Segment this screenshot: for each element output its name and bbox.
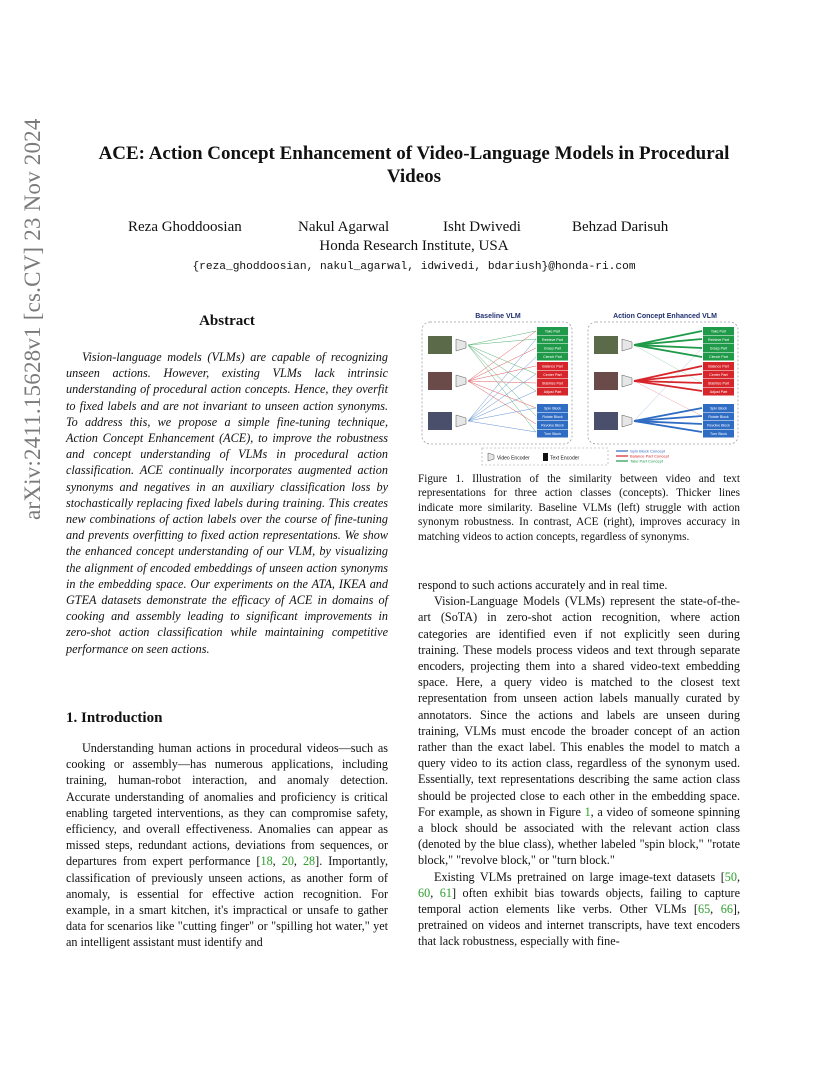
label-text: Spin Block: [710, 406, 727, 411]
video-encoder-icon: [456, 375, 466, 387]
video-encoder-icon: [456, 339, 466, 351]
author-3: Isht Dwivedi: [443, 219, 521, 235]
figure-reference-link[interactable]: 1: [584, 804, 591, 819]
label-text: Turn Block: [543, 432, 562, 436]
label-text: Adjust Part: [543, 390, 562, 394]
label-text: Spin Block: [544, 406, 561, 411]
citation-link[interactable]: 66: [720, 902, 733, 917]
label-text: Revolve Block: [541, 423, 564, 428]
citation-link[interactable]: 60: [418, 885, 431, 900]
label-text: Rotate Block: [542, 415, 563, 419]
label-text: Balance Part: [542, 364, 563, 369]
label-text: Center Part: [543, 373, 562, 377]
author-4: Behzad Darisuh: [572, 219, 669, 235]
legend-balance-concept: Balance Part Concept: [630, 453, 669, 459]
label-text: Turn Block: [709, 432, 728, 436]
paragraph-vlms: [418, 593, 740, 868]
right-similarity-lines: [634, 331, 702, 432]
citation-link[interactable]: 65: [697, 902, 711, 917]
label-text: Clench Part: [709, 355, 728, 359]
label-text: Revolve Block: [707, 423, 730, 428]
label-text: Retrieve Part: [542, 338, 563, 342]
label-text: Take Part: [544, 329, 561, 334]
introduction-body: [66, 740, 388, 951]
existing-text-2: ] often exhibit bias towards objects, failing to capture temporal action elements like verbs. Other VLMs [: [418, 885, 741, 917]
video-encoder-icon: [456, 415, 466, 427]
legend-spin-concept: Spin Block Concept: [630, 448, 665, 454]
figure-1-diagram: [418, 308, 740, 468]
intro-text-1: Understanding human actions in procedural videos—such as cooking or assembly—has numerous applications, including training, human-robot interaction, and anomaly detection. Accurate understanding of anomalies and proficiency is critical enabling targeted interventions, as they can compromise safety, efficiency, and overall effectiveness. Anomalies can appear as missed steps, redundant actions, deviations from sequences, or departures from expert performance [: [66, 741, 388, 869]
label-text: Stabilize Part: [707, 381, 730, 386]
video-thumbnail-take: [428, 336, 452, 354]
citation-link[interactable]: 18: [260, 854, 273, 869]
label-text: Center Part: [709, 373, 728, 377]
label-text: Clench Part: [543, 355, 562, 359]
left-similarity-lines: [468, 331, 536, 432]
figure-1: [418, 308, 740, 468]
author-2: Nakul Agarwal: [298, 219, 390, 235]
label-text: Rotate Block: [708, 415, 729, 419]
video-encoder-icon: [622, 339, 632, 351]
label-text: Grasp Part: [543, 346, 562, 351]
video-encoder-icon: [622, 415, 632, 427]
arxiv-identifier: arXiv:2411.15628v1 [cs.CV] 23 Nov 2024: [20, 118, 45, 520]
title-line-1: ACE: Action Concept Enhancement of Video-Language Models in Procedural: [98, 143, 730, 164]
title-line-2: Videos: [386, 166, 442, 187]
vlm-text-2: , a video of someone spinning a block should be associated with the relevant action class (denoted by the blue class), whether labeled "spin block," "rotate block," "revolve block," or "turn block.": [418, 804, 740, 868]
paragraph-continuation: respond to such actions accurately and in real time.: [418, 578, 668, 592]
citation-link[interactable]: 50: [724, 869, 737, 884]
legend-video-encoder: Video Encoder: [497, 455, 530, 462]
vlm-text-1: Vision-Language Models (VLMs) represent the state-of-the-art (SoTA) in zero-shot action recognition, where action categories are identified even if not explicitly seen during training. These models process videos and text through separate encoders, projecting them into a shared video-text embedding space. Here, a query video is matched to the closest text representation from unseen action labels manually curated by annotators. Since the actions and labels are unseen during training, VLMs must encode the broader concept of an action rather than the exact label. This enables the model to match a query video to its action class, regardless of the synonym used. Essentially, text representations describing the same action class should be projected close to each other in the embedding space. For example, as shown in Figure: [418, 594, 740, 819]
author-emails: {reza_ghoddoosian, nakul_agarwal, idwivedi, bdariush}@honda-ri.com: [192, 261, 636, 273]
paragraph-existing-vlms: Existing VLMs pretrained on large image-text datasets [50, 60, 61] often exhibit bias towards objects, failing to capture temporal action elements like verbs. Other VLMs [65, 66], pretrained on videos and internet transcripts, have text encoders that lack robustness, especially with fine-: [418, 869, 741, 949]
section-heading-introduction: 1. Introduction: [66, 710, 163, 726]
figure-1-caption: Figure 1. Illustration of the similarity between video and text representations for three action classes (concepts). Thicker lines indicate more similarity. Baseline VLMs (left) struggle with action synonym robustness. In contrast, ACE (right), improves accuracy in matching videos to action concepts, regardless of synonyms.: [418, 473, 740, 543]
existing-text-3: ], pretrained on videos and internet transcripts, have text encoders that lack robustness, especially with fine-: [418, 902, 741, 949]
paper-title: [60, 142, 768, 188]
abstract-body: [66, 349, 388, 657]
right-column-body: [418, 577, 740, 950]
legend-text-encoder: Text Encoder: [550, 455, 580, 462]
left-label-boxes: [537, 327, 568, 438]
video-encoder-icon: [622, 375, 632, 387]
author-1: Reza Ghoddoosian: [128, 219, 242, 235]
label-text: Grasp Part: [709, 346, 728, 351]
text-encoder-legend-icon: [543, 453, 548, 461]
figure-right-title: Action Concept Enhanced VLM: [613, 313, 717, 320]
video-thumbnail-spin: [594, 412, 618, 430]
label-text: Take Part: [710, 329, 727, 334]
citation-link[interactable]: 20: [281, 854, 294, 869]
video-encoder-legend-icon: [488, 453, 494, 461]
video-thumbnail-take: [594, 336, 618, 354]
citation-link[interactable]: 28: [302, 854, 316, 869]
video-thumbnail-balance: [428, 372, 452, 390]
right-label-boxes: [703, 327, 734, 438]
existing-text-1: Existing VLMs pretrained on large image-text datasets [: [434, 869, 725, 884]
citation-link[interactable]: 61: [439, 885, 452, 900]
label-text: Balance Part: [708, 364, 729, 369]
intro-text-2: ]. Importantly, classification of previously unseen actions, as another form of anomaly, is essential for effective action recognition. For example, in a smart kitchen, it's impractical or unsafe to gather data for scenarios like "cutting finger" or "spilling hot water," yet an intelligent assistant must identify and: [66, 854, 389, 950]
abstract-text: Vision-language models (VLMs) are capable of recognizing unseen actions. However, existing VLMs lack intrinsic understanding of procedural action concepts. Hence, they overfit to fixed labels and are not invariant to unseen action synonyms. To address this, we propose a simple fine-tuning technique, Action Concept Enhancement (ACE), to improve the robustness and concept understanding of VLMs in procedural action classification. ACE continually incorporates augmented action synonyms and negatives in an auxiliary classification loss by stochastically replacing fixed labels during training. This creates new combinations of action labels over the course of fine-tuning and prevents overfitting to fixed action representations. We show the enhanced concept understanding of our VLM, by visualizing the alignment of encoded embeddings of unseen action synonyms in the embedding space. Our experiments on the ATA, IKEA and GTEA datasets demonstrate the efficacy of ACE in domains of cooking and assembly leading to significant improvements in zero-shot action classification while maintaining competitive performance on seen actions.: [66, 350, 388, 656]
affiliation: Honda Research Institute, USA: [319, 238, 509, 254]
video-thumbnail-spin: [428, 412, 452, 430]
legend-take-concept: Take Part Concept: [630, 458, 663, 464]
intro-paragraph: Understanding human actions in procedural videos—such as cooking or assembly—has numerous applications, including training, human-robot interaction, and anomaly detection. Accurate understanding of anomalies and proficiency is critical enabling targeted interventions, as they can compromise safety, efficiency, and overall effectiveness. Anomalies can appear as missed steps, redundant actions, deviations from sequences, or departures from expert performance [18, 20, 28]. Importantly, classification of previously unseen actions, as another form of anomaly, is essential for effective action recognition. For example, in a smart kitchen, it's impractical or unsafe to gather data for scenarios like "cutting finger" or "spilling hot water," yet an intelligent assistant must identify and: [66, 741, 389, 950]
label-text: Adjust Part: [709, 390, 728, 394]
label-text: Retrieve Part: [708, 338, 729, 342]
abstract-heading: Abstract: [199, 313, 255, 329]
video-thumbnail-balance: [594, 372, 618, 390]
label-text: Stabilize Part: [541, 381, 564, 386]
figure-left-title: Baseline VLM: [475, 313, 521, 320]
figure-legend: [482, 448, 670, 465]
